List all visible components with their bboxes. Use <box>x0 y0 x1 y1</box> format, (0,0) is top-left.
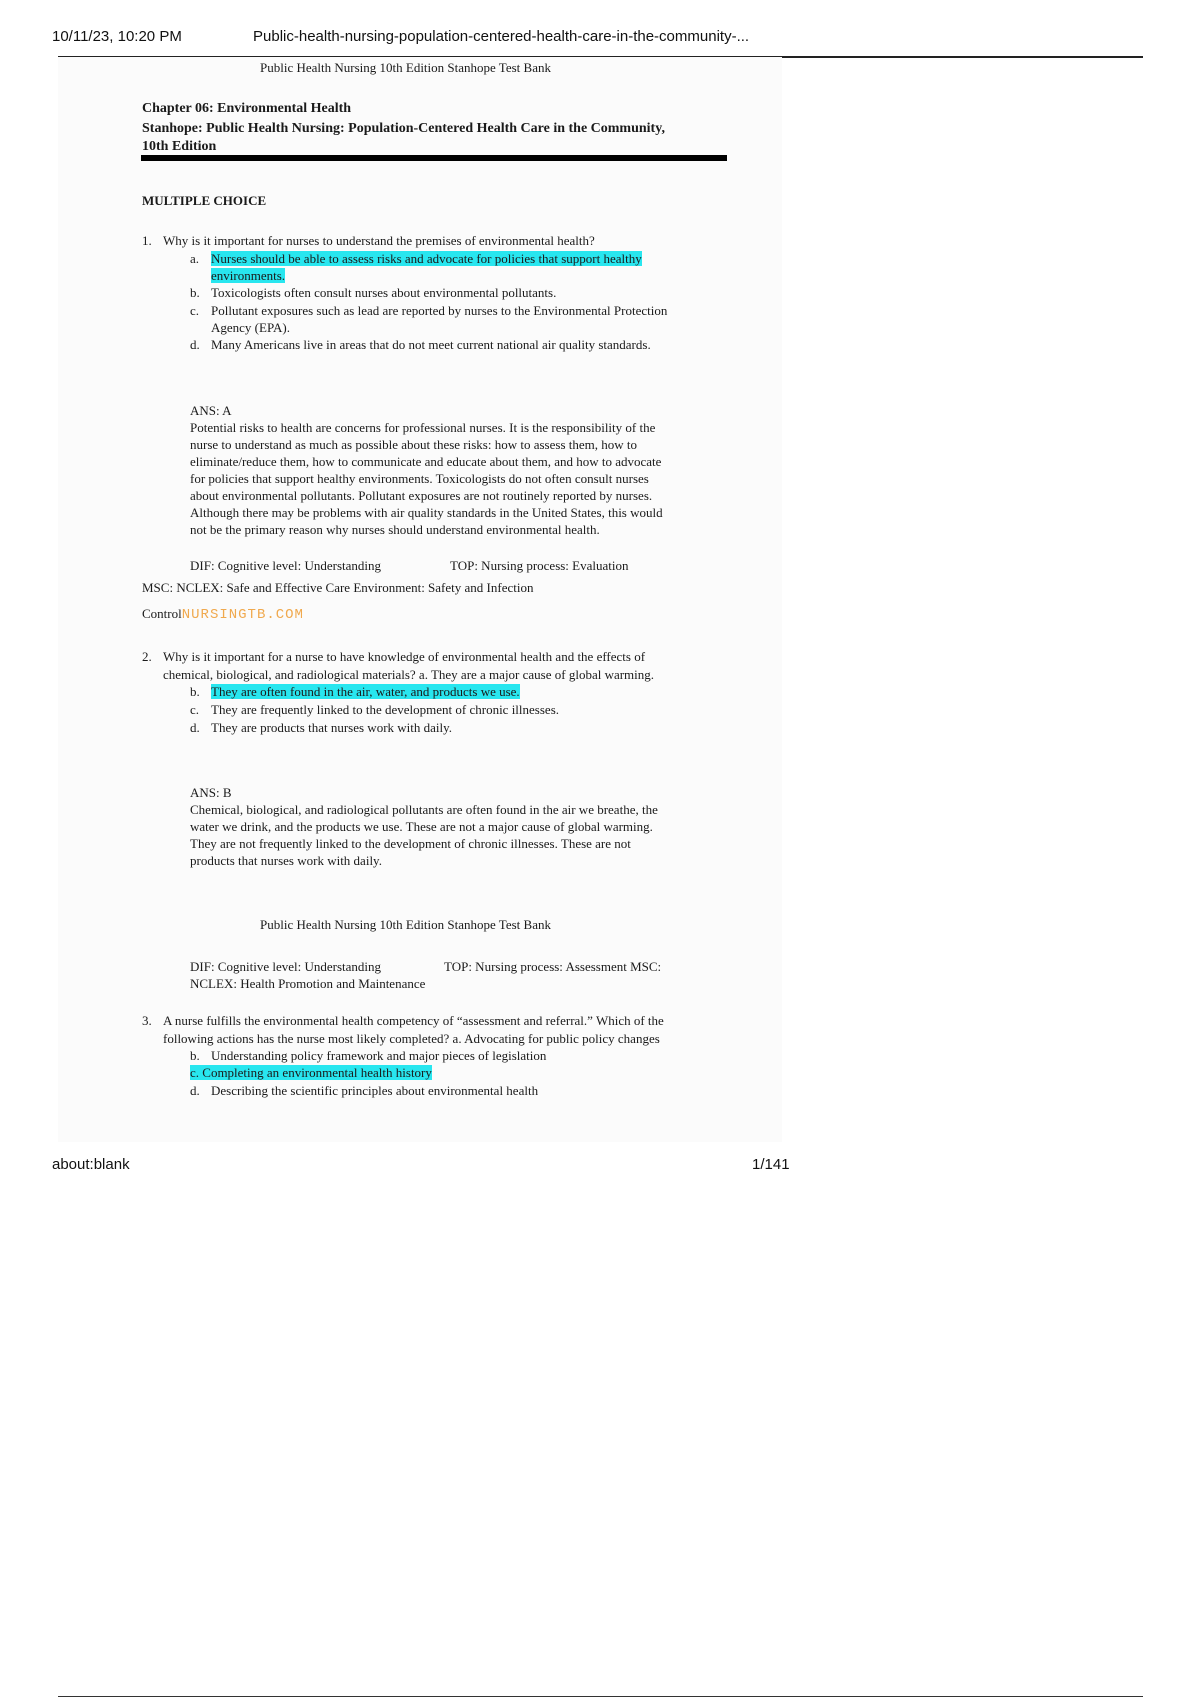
title-rule <box>141 155 727 161</box>
chapter-title: Chapter 06: Environmental Health <box>142 101 352 116</box>
question-stem: A nurse fulfills the environmental health competency of “assessment and referral.” Which of the <box>163 1013 664 1028</box>
highlighted-answer-cont: environments. <box>211 268 286 283</box>
print-datetime: 10/11/23, 10:20 PM <box>52 28 182 45</box>
rationale-line: Chemical, biological, and radiological pollutants are often found in the air we breathe, the <box>190 802 658 817</box>
book-title-line2: 10th Edition <box>142 139 217 154</box>
option-letter: b. <box>190 684 200 699</box>
highlighted-answer: They are often found in the air, water, and products we use. <box>211 684 520 699</box>
q2-topic: TOP: Nursing process: Assessment MSC: <box>444 959 662 974</box>
option-letter: c. <box>190 303 200 318</box>
rationale-line: products that nurses work with daily. <box>190 853 382 868</box>
q1-option-c <box>190 302 667 336</box>
option-letter: a. <box>190 251 200 266</box>
footer-divider <box>58 1696 1143 1697</box>
option-text: They are frequently linked to the development of chronic illnesses. <box>211 702 559 717</box>
option-text: They are products that nurses work with daily. <box>211 720 453 735</box>
option-letter: b. <box>190 1048 200 1063</box>
control-text: Control <box>142 606 182 621</box>
q2-answer-key: ANS: B <box>190 785 232 800</box>
question-number: 3. <box>142 1013 152 1028</box>
rationale-line: Although there may be problems with air quality standards in the United States, this would <box>190 505 663 520</box>
q1-topic: TOP: Nursing process: Evaluation <box>450 558 629 573</box>
q1-difficulty: DIF: Cognitive level: Understanding <box>190 558 382 573</box>
rationale-line: for policies that support healthy environments. Toxicologists do not often consult nurses <box>190 471 649 486</box>
rationale-line: Potential risks to health are concerns for professional nurses. It is the responsibility of the <box>190 420 656 435</box>
watermark: NURSINGTB.COM <box>181 607 304 623</box>
option-letter: b. <box>190 285 200 300</box>
q2-rationale <box>190 801 715 869</box>
question-stem-cont: following actions has the nurse most likely completed? a. Advocating for public policy changes <box>163 1031 660 1046</box>
q3-option-d <box>190 1082 538 1099</box>
rationale-line: not be the primary reason why nurses should understand environmental health. <box>190 522 600 537</box>
option-text: Pollutant exposures such as lead are reported by nurses to the Environmental Protection <box>211 303 668 318</box>
option-text: Understanding policy framework and major pieces of legislation <box>211 1048 547 1063</box>
q3-option-b <box>190 1047 546 1064</box>
q1-option-a <box>190 250 642 284</box>
question-stem: Why is it important for a nurse to have knowledge of environmental health and the effects of <box>163 649 646 664</box>
option-letter: d. <box>190 337 200 352</box>
question-number: 1. <box>142 233 152 248</box>
question-1 <box>142 232 722 249</box>
question-stem: Why is it important for nurses to understand the premises of environmental health? <box>163 233 595 248</box>
option-letter: c. <box>190 702 200 717</box>
question-number: 2. <box>142 649 152 664</box>
rationale-line: nurse to understand as much as possible about these risks: how to assess them, how to <box>190 437 637 452</box>
q3-option-c <box>190 1064 432 1081</box>
running-header-2: Public Health Nursing 10th Edition Stanhope Test Bank <box>260 917 551 932</box>
book-title-line1: Stanhope: Public Health Nursing: Population-Centered Health Care in the Community, <box>142 121 665 136</box>
running-header: Public Health Nursing 10th Edition Stanhope Test Bank <box>260 60 551 75</box>
section-heading: MULTIPLE CHOICE <box>142 193 267 208</box>
q1-control-line <box>142 605 304 624</box>
option-text: Toxicologists often consult nurses about environmental pollutants. <box>211 285 557 300</box>
q2-option-b <box>190 683 520 700</box>
q1-answer-key: ANS: A <box>190 403 232 418</box>
q1-rationale <box>190 419 715 538</box>
q1-option-b <box>190 284 556 301</box>
q2-msc: NCLEX: Health Promotion and Maintenance <box>190 976 426 991</box>
print-page-count: 1/141 <box>752 1156 790 1173</box>
question-stem-cont: chemical, biological, and radiological materials? a. They are a major cause of global warming. <box>163 667 655 682</box>
q1-option-d <box>190 336 651 353</box>
question-3 <box>142 1012 722 1029</box>
rationale-line: They are not frequently linked to the development of chronic illnesses. These are not <box>190 836 631 851</box>
print-title: Public-health-nursing-population-centered-health-care-in-the-community-... <box>253 28 750 45</box>
q2-option-d <box>190 719 452 736</box>
rationale-line: water we drink, and the products we use. These are not a major cause of global warming. <box>190 819 653 834</box>
q2-difficulty: DIF: Cognitive level: Understanding <box>190 959 382 974</box>
q1-msc: MSC: NCLEX: Safe and Effective Care Environment: Safety and Infection <box>142 580 534 595</box>
option-letter: d. <box>190 1083 200 1098</box>
option-text: Describing the scientific principles about environmental health <box>211 1083 539 1098</box>
print-url: about:blank <box>52 1156 130 1173</box>
highlighted-answer: Nurses should be able to assess risks and advocate for policies that support healthy <box>211 251 642 266</box>
option-letter: d. <box>190 720 200 735</box>
highlighted-answer: c. Completing an environmental health history <box>190 1065 432 1080</box>
rationale-line: about environmental pollutants. Pollutant exposures are not routinely reported by nurses. <box>190 488 653 503</box>
q2-option-c <box>190 701 559 718</box>
option-text-cont: Agency (EPA). <box>211 320 290 335</box>
rationale-line: eliminate/reduce them, how to communicate and educate about them, and how to advocate <box>190 454 662 469</box>
question-2 <box>142 648 722 665</box>
option-text: Many Americans live in areas that do not meet current national air quality standards. <box>211 337 651 352</box>
